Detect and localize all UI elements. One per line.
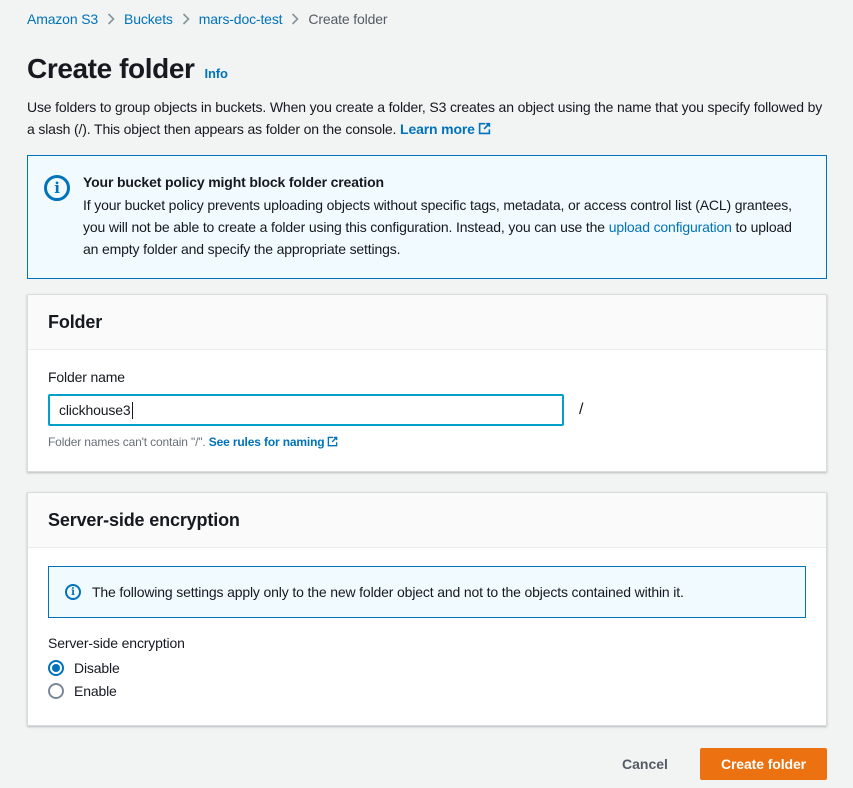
folder-section [27,294,827,472]
folder-section-title: Folder [48,312,103,332]
text-cursor [132,402,134,419]
radio-disable-label: Disable [74,660,120,676]
encryption-section [27,492,827,726]
encryption-info-box [48,566,806,618]
radio-selected-icon[interactable] [48,660,64,676]
info-icon: i [44,175,70,201]
folder-section-body [28,350,826,471]
folder-name-label: Folder name [48,369,125,385]
chevron-right-icon [291,13,299,25]
upload-configuration-link[interactable]: upload configuration [608,219,732,235]
alert-text-before: If your bucket policy prevents uploading objects without specific tags, metadata, or access control list (ACL) grantees, you will not be able to create a folder using this configuration. Instead, you can use the [83,197,792,235]
chevron-right-icon [107,13,115,25]
encryption-section-body [28,548,826,725]
radio-disable[interactable] [48,660,806,676]
slash-suffix: / [579,401,584,418]
constraint-text: Folder names can't contain "/". [48,435,209,449]
radio-enable-label: Enable [74,683,117,699]
description-text: Use folders to group objects in buckets. When you create a folder, S3 creates an object using the name that you specify followed by a slash (/). This object then appears as folder on the console. [27,99,823,137]
encryption-group-label: Server-side encryption [48,635,185,651]
create-folder-button[interactable]: Create folder [700,748,827,780]
encryption-section-title: Server-side encryption [48,510,240,530]
breadcrumb [27,0,827,27]
radio-enable[interactable] [48,683,806,699]
form-actions [27,748,827,780]
rules-for-naming-link[interactable]: See rules for naming [208,435,325,449]
cancel-button[interactable]: Cancel [608,749,682,779]
alert-body [83,194,799,260]
page-title: Create folder [27,53,195,84]
bucket-policy-alert [27,155,827,279]
folder-section-header [28,295,826,350]
breadcrumb-buckets[interactable]: Buckets [124,11,173,27]
breadcrumb-bucket-name[interactable]: mars-doc-test [198,11,283,27]
folder-name-constraint [48,434,806,451]
folder-name-input[interactable] [48,394,564,426]
page-header [27,52,827,86]
folder-name-value: clickhouse3 [59,402,131,418]
alert-content [83,172,799,260]
page-description [27,96,827,141]
radio-unselected-icon[interactable] [48,683,64,699]
encryption-section-header [28,493,826,548]
encryption-info-text: The following settings apply only to the new folder object and not to the objects contained within it. [92,584,684,600]
alert-title: Your bucket policy might block folder creation [83,174,384,190]
chevron-right-icon [182,13,190,25]
external-link-icon [478,119,491,141]
info-icon: i [65,584,81,600]
alert-text-after: to upload an empty folder and specify the appropriate settings. [83,219,792,257]
breadcrumb-current: Create folder [308,11,388,27]
learn-more-link[interactable]: Learn more [400,121,475,137]
info-link[interactable]: Info [204,66,228,81]
folder-name-row [48,394,806,426]
breadcrumb-amazon-s3[interactable]: Amazon S3 [27,11,99,27]
external-link-icon [327,435,338,451]
